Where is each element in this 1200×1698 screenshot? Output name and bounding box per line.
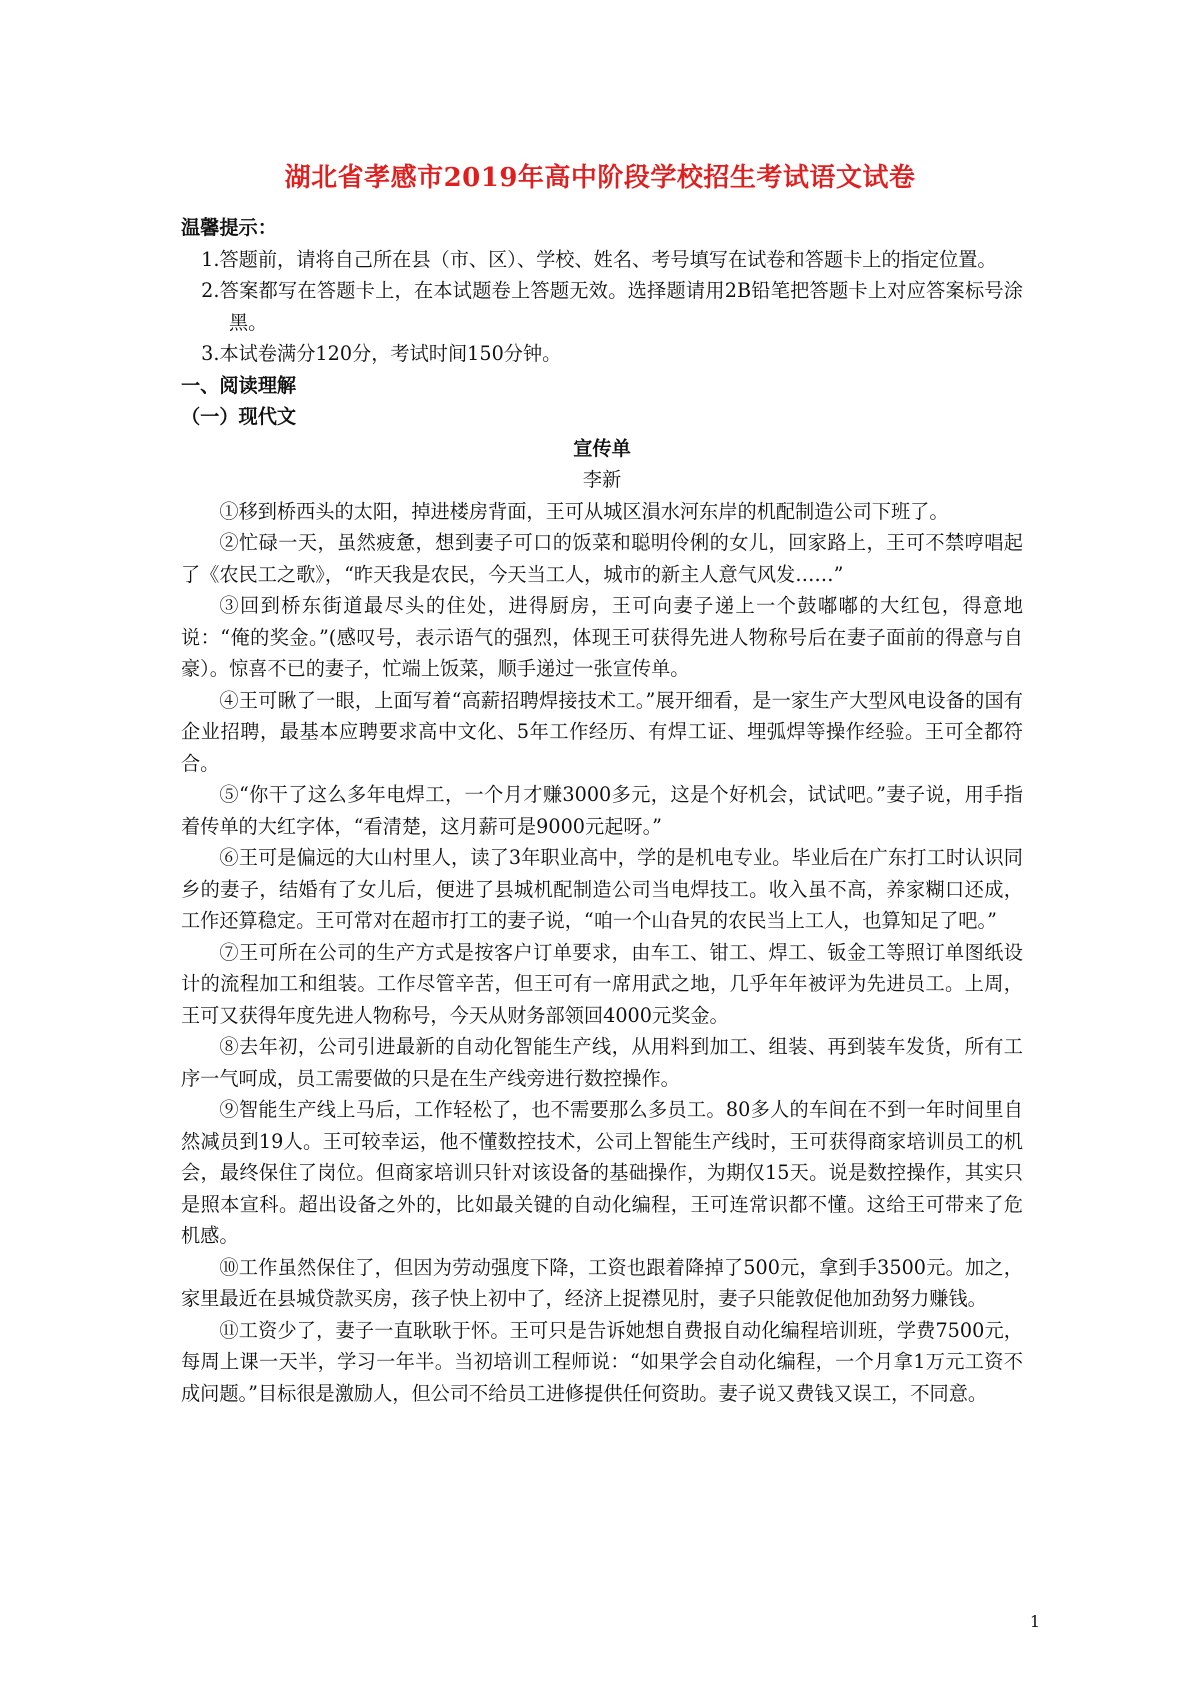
document-body (181, 212, 1023, 1409)
page-number: 1 (1029, 1612, 1040, 1631)
tip-item: 1.答题前，请将自己所在县（市、区）、学校、姓名、考号填写在试卷和答题卡上的指定位置。 (201, 247, 997, 271)
article-paragraph: ⑨智能生产线上马后，工作轻松了，也不需要那么多员工。80多人的车间在不到一年时间里自然减员到19人。王可较幸运，他不懂数控技术，公司上智能生产线时，王可获得商家培训员工的机会，最终保住了岗位。但商家培训只针对该设备的基础操作，为期仅15天。说是数控操作，其实只是照本宣科。超出设备之外的，比如最关键的自动化编程，王可连常识都不懂。这给王可带来了危机感。 (181, 1098, 1023, 1247)
subsection-heading: （一）现代文 (181, 405, 297, 428)
article-paragraph: ②忙碌一天，虽然疲惫，想到妻子可口的饭菜和聪明伶俐的女儿，回家路上，王可不禁哼唱起了《农民工之歌》，“昨天我是农民，今天当工人，城市的新主人意气风发……” (181, 531, 1023, 586)
article-paragraph: ⑥王可是偏远的大山村里人，读了3年职业高中，学的是机电专业。毕业后在广东打工时认识同乡的妻子，结婚有了女儿后，便进了县城机配制造公司当电焊技工。收入虽不高，养家糊口还成，工作还算稳定。王可常对在超市打工的妻子说，“咱一个山旮旯的农民当上工人，也算知足了吧。” (181, 846, 1023, 932)
document-title: 湖北省孝感市2019年高中阶段学校招生考试语文试卷 (284, 163, 916, 193)
section-heading: 一、阅读理解 (181, 373, 297, 397)
article-author: 李新 (582, 468, 622, 491)
tips-heading: 温馨提示： (181, 216, 277, 239)
article-paragraph: ⑧去年初，公司引进最新的自动化智能生产线，从用料到加工、组装、再到装车发货，所有工序一气呵成，员工需要做的只是在生产线旁进行数控操作。 (181, 1035, 1023, 1090)
article-paragraph: ⑩工作虽然保住了，但因为劳动强度下降，工资也跟着降掉了500元，拿到手3500元。加之，家里最近在县城贷款买房，孩子快上初中了，经济上捉襟见肘，妻子只能敦促他加劲努力赚钱。 (181, 1255, 1023, 1310)
article-paragraph: ①移到桥西头的太阳，掉进楼房背面，王可从城区溳水河东岸的机配制造公司下班了。 (219, 499, 949, 523)
article-paragraph: ⑦王可所在公司的生产方式是按客户订单要求，由车工、钳工、焊工、钣金工等照订单图纸设计的流程加工和组装。工作尽管辛苦，但王可有一席用武之地，几乎年年被评为先进员工。上周，王可又获得年度先进人物称号，今天从财务部领回4000元奖金。 (181, 940, 1023, 1027)
article-paragraph: ⑤“你干了这么多年电焊工，一个月才赚3000多元，这是个好机会，试试吧。”妻子说，用手指着传单的大红字体，“看清楚，这月薪可是9000元起呀。” (181, 783, 1023, 838)
article-title: 宣传单 (573, 436, 631, 460)
article-paragraph: ⑪工资少了，妻子一直耿耿于怀。王可只是告诉她想自费报自动化编程培训班，学费7500元，每周上课一天半，学习一年半。当初培训工程师说：“如果学会自动化编程，一个月拿1万元工资不成问题。”目标很是激励人，但公司不给员工进修提供任何资助。妻子说又费钱又误工，不同意。 (181, 1318, 1023, 1405)
tip-item: 2.答案都写在答题卡上，在本试题卷上答题无效。选择题请用2B铅笔把答题卡上对应答案标号涂黑。 (201, 279, 1023, 334)
article-paragraph: ③回到桥东街道最尽头的住处，进得厨房，王可向妻子递上一个鼓嘟嘟的大红包，得意地说：“俺的奖金。”(感叹号，表示语气的强烈，体现王可获得先进人物称号后在妻子面前的得意与自豪）。惊喜不已的妻子，忙端上饭菜，顺手递过一张宣传单。 (181, 594, 1023, 680)
article-paragraph: ④王可瞅了一眼，上面写着“高薪招聘焊接技术工。”展开细看，是一家生产大型风电设备的国有企业招聘，最基本应聘要求高中文化、5年工作经历、有焊工证、埋弧焊等操作经验。王可全都符合。 (181, 688, 1023, 775)
tip-item: 3.本试卷满分120分，考试时间150分钟。 (201, 342, 562, 365)
